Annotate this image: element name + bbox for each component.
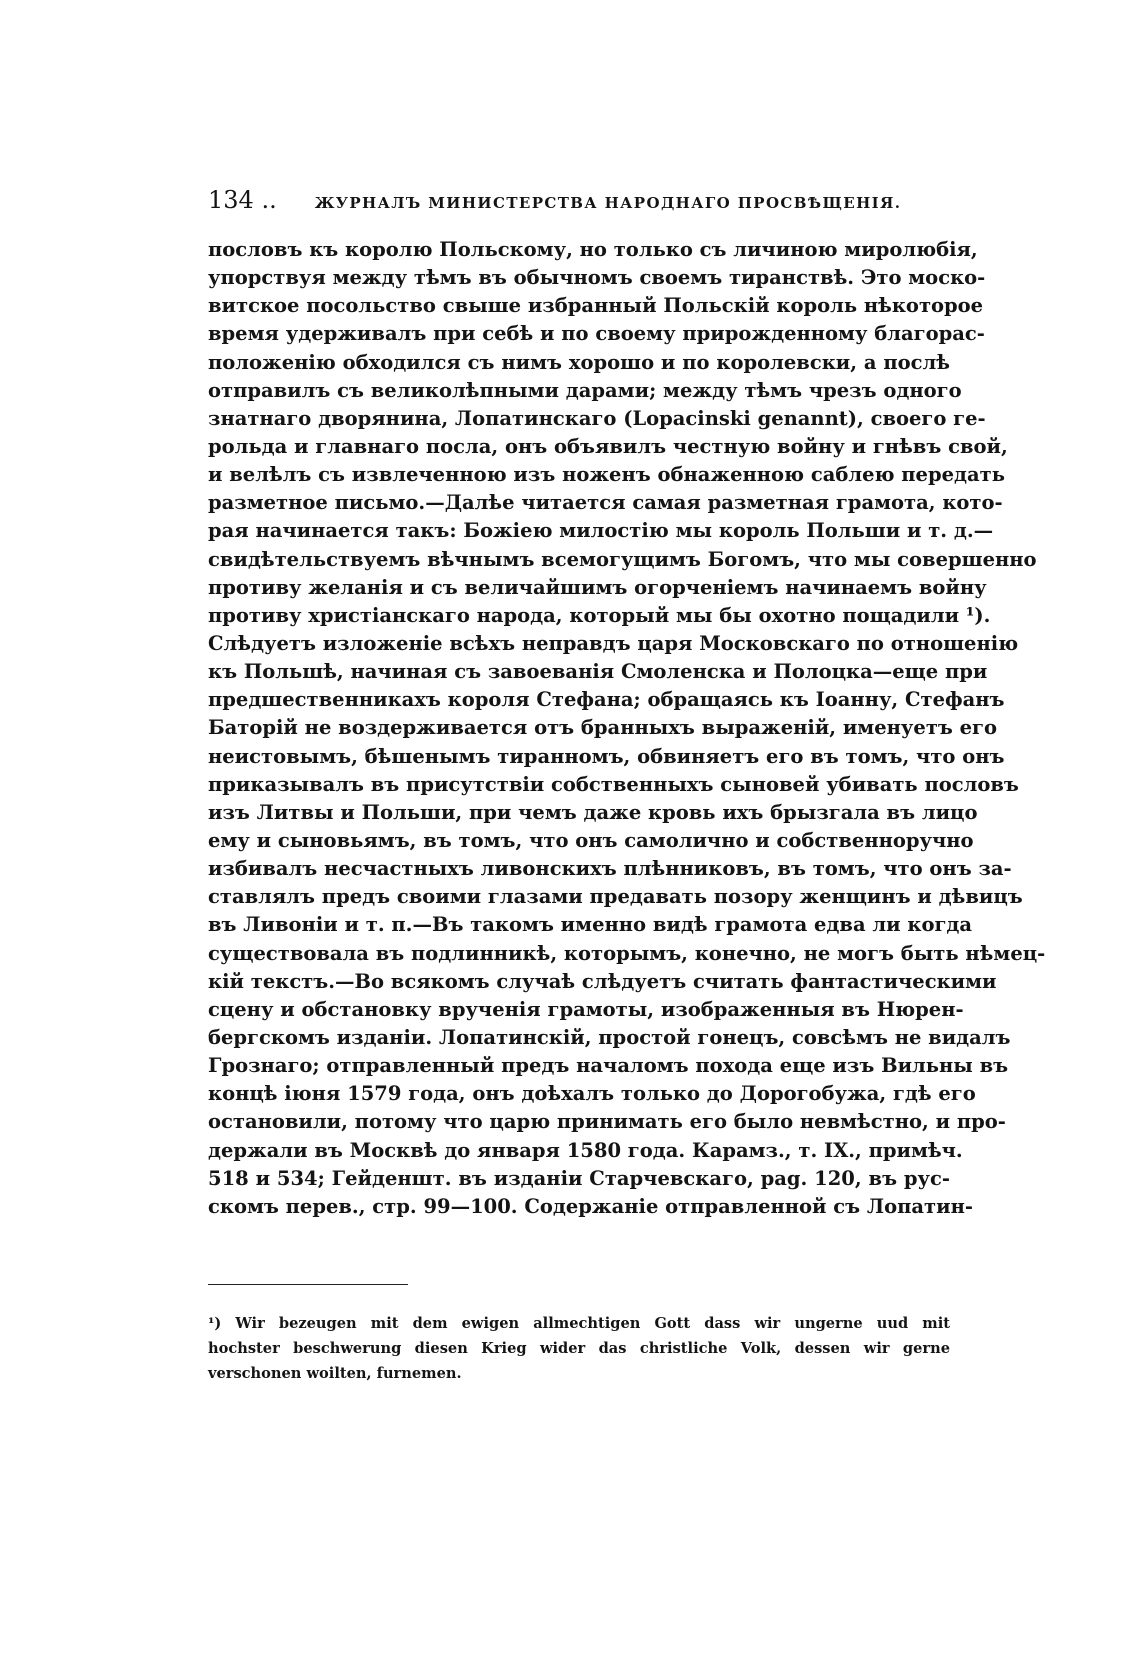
page-header <box>208 186 928 214</box>
text-line: разметное письмо.—Далѣе читается самая разметная грамота, кото- <box>208 491 1003 515</box>
text-line: въ Ливоніи и т. п.—Въ такомъ именно видѣ грамота едва ли когда <box>208 913 973 937</box>
text-line: избивалъ несчастныхъ ливонскихъ плѣнниковъ, въ томъ, что онъ за- <box>208 857 1012 881</box>
text-line: противу христіанскаго народа, который мы бы охотно пощадили ¹). <box>208 603 991 627</box>
text-line: изъ Литвы и Польши, при чемъ даже кровь ихъ брызгала въ лицо <box>208 800 978 824</box>
text-line: и велѣлъ съ извлеченною изъ ноженъ обнаженною саблею передать <box>208 463 1005 487</box>
footnote-line: ¹) Wir bezeugen mit dem ewigen allmechtigen Gott dass wir ungerne uud mit <box>208 1315 950 1332</box>
footnote <box>208 1311 950 1386</box>
text-line: неистовымъ, бѣшенымъ тиранномъ, обвиняетъ его въ томъ, что онъ <box>208 744 1005 768</box>
text-line: свидѣтельствуемъ вѣчнымъ всемогущимъ Богомъ, что мы совершенно <box>208 547 1037 571</box>
text-line: витское посольство свыше избранный Польскій король нѣкоторое <box>208 294 984 318</box>
text-line: упорствуя между тѣмъ въ обычномъ своемъ тиранствѣ. Это моско- <box>208 266 986 290</box>
text-line: къ Польшѣ, начиная съ завоеванія Смоленска и Полоцка—еще при <box>208 660 988 684</box>
footnote-separator <box>208 1284 408 1285</box>
page-number: 134 .. <box>208 186 277 214</box>
running-title: ЖУРНАЛЪ МИНИСТЕРСТВА НАРОДНАГО ПРОСВѢЩЕНІЯ. <box>314 194 902 212</box>
footnote-line: verschonen woilten, furnemen. <box>208 1365 462 1382</box>
text-line: ставлялъ предъ своими глазами предавать позору женщинъ и дѣвицъ <box>208 885 1023 909</box>
text-line: Грознаго; отправленный предъ началомъ похода еще изъ Вильны въ <box>208 1054 1009 1078</box>
text-line: положенію обходился съ нимъ хорошо и по королевски, а послѣ <box>208 350 950 374</box>
text-line: отправилъ съ великолѣпными дарами; между тѣмъ чрезъ одного <box>208 378 962 402</box>
text-line: предшественникахъ короля Стефана; обращаясь къ Іоанну, Стефанъ <box>208 688 1005 712</box>
text-line: Слѣдуетъ изложеніе всѣхъ неправдъ царя Московскаго по отношенію <box>208 631 1019 655</box>
text-line: существовала въ подлинникѣ, которымъ, конечно, не могъ быть нѣмец- <box>208 941 1046 965</box>
text-line: остановили, потому что царю принимать его было невмѣстно, и про- <box>208 1110 1006 1134</box>
text-line: Баторій не воздерживается отъ бранныхъ выраженій, именуетъ его <box>208 716 998 740</box>
text-line: знатнаго дворянина, Лопатинскаго (Lopacinski genannt), своего ге- <box>208 406 986 430</box>
text-line: рольда и главнаго посла, онъ объявилъ честную войну и гнѣвъ свой, <box>208 434 1008 458</box>
text-line: приказывалъ въ присутствіи собственныхъ сыновей убивать пословъ <box>208 772 1019 796</box>
text-line: бергскомъ изданіи. Лопатинскій, простой гонецъ, совсѣмъ не видалъ <box>208 1025 1011 1049</box>
text-line: сцену и обстановку врученія грамоты, изображенныя въ Нюрен- <box>208 997 964 1021</box>
text-line: ему и сыновьямъ, въ томъ, что онъ самолично и собственноручно <box>208 828 974 852</box>
text-line: концѣ іюня 1579 года, онъ доѣхалъ только до Дорогобужа, гдѣ его <box>208 1082 976 1106</box>
text-line: скомъ перев., стр. 99—100. Содержаніе отправленной съ Лопатин- <box>208 1194 973 1218</box>
text-line: время удерживалъ при себѣ и по своему прирожденному благорас- <box>208 322 985 346</box>
text-line: 518 и 534; Гейденшт. въ изданіи Старчевскаго, pag. 120, въ рус- <box>208 1166 950 1190</box>
text-line: противу желанія и съ величайшимъ огорченіемъ начинаемъ войну <box>208 575 987 599</box>
text-line: кій текстъ.—Во всякомъ случаѣ слѣдуетъ считать фантастическими <box>208 969 997 993</box>
body-text <box>208 236 1046 1221</box>
footnote-line: hochster beschwerung diesen Krieg wider das christliche Volk, dessen wir gerne <box>208 1340 950 1357</box>
text-line: держали въ Москвѣ до января 1580 года. Карамз., т. IX., примѣч. <box>208 1138 963 1162</box>
text-line: пословъ къ королю Польскому, но только съ личиною миролюбія, <box>208 238 978 261</box>
text-line: рая начинается такъ: Божіею милостію мы король Польши и т. д.— <box>208 519 994 543</box>
